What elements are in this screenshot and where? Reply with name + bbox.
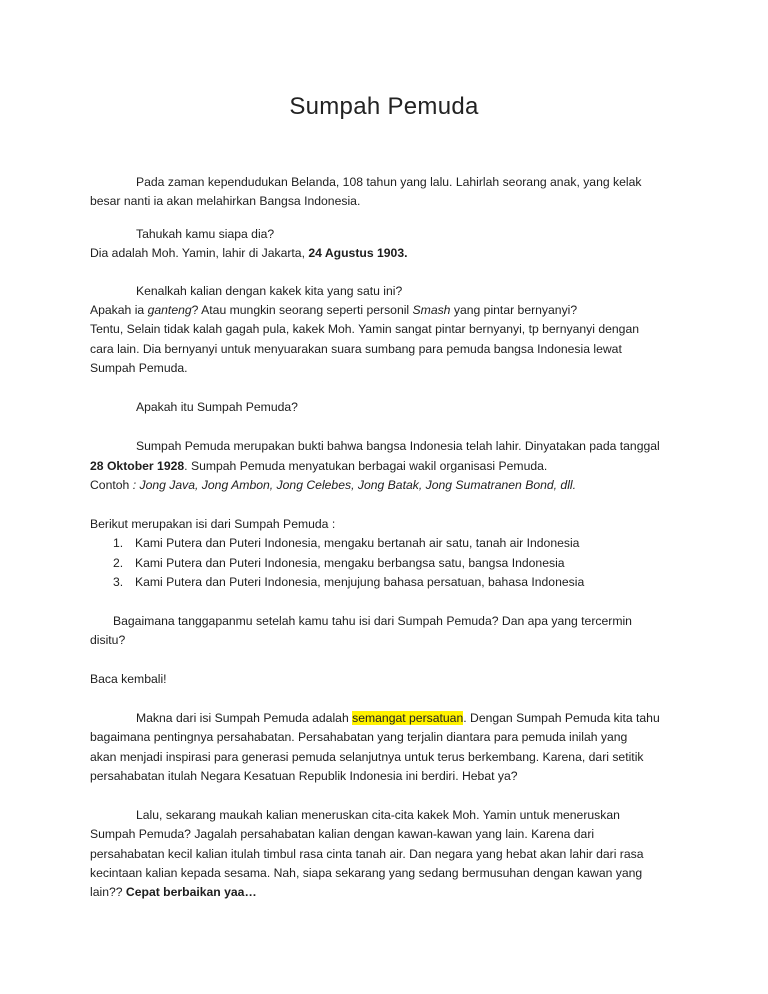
list-item [113, 555, 565, 571]
p9-l1-a: Makna dari isi Sumpah Pemuda adalah [136, 711, 353, 725]
contoh-label: Contoh [90, 478, 130, 492]
highlighted-phrase: semangat persatuan [352, 711, 464, 725]
p3-l2-e: yang pintar bernyanyi? [450, 303, 578, 317]
list-item [113, 574, 584, 590]
p5-contoh [90, 477, 576, 493]
p9-line-3: akan menjadi inspirasi para generasi pemuda selanjutnya untuk terus berkembang. Karena, dari setitik [90, 750, 644, 764]
p3-line-4: cara lain. Dia bernyanyi untuk menyuarakan suara sumbang para pemuda bangsa Indonesia lewat [90, 342, 622, 356]
p10-line-4: kecintaan kalian kepada sesama. Nah, siapa sekarang yang sedang bermusuhan dengan kawan yang [90, 866, 643, 880]
p1-line-2: besar nanti ia akan melahirkan Bangsa Indonesia. [90, 194, 361, 208]
p6-intro: Berikut merupakan isi dari Sumpah Pemuda : [90, 517, 336, 531]
p10-line-2: Sumpah Pemuda? Jagalah persahabatan kalian dengan kawan-kawan yang lain. Karena dari [90, 827, 595, 841]
p5-line-2-rest: . Sumpah Pemuda menyatukan berbagai wakil organisasi Pemuda. [184, 459, 548, 473]
list-item-number: 1. [113, 536, 124, 550]
contoh-list: : Jong Java, Jong Ambon, Jong Celebes, Jong Batak, Jong Sumatranen Bond, dll. [129, 478, 577, 492]
p9-line-2: bagaimana pentingnya persahabatan. Persahabatan yang terjalin diantara para pemuda inilah yang [90, 730, 628, 744]
p9-l1-c: . Dengan Sumpah Pemuda kita tahu [463, 711, 660, 725]
p2-answer [90, 245, 407, 261]
p4-question: Apakah itu Sumpah Pemuda? [136, 400, 298, 414]
list-item-text: Kami Putera dan Puteri Indonesia, mengaku berbangsa satu, bangsa Indonesia [135, 556, 565, 570]
p2-question: Tahukah kamu siapa dia? [136, 227, 275, 241]
p3-line-1: Kenalkah kalian dengan kakek kita yang satu ini? [136, 284, 403, 298]
p2-answer-text: Dia adalah Moh. Yamin, lahir di Jakarta, [90, 246, 309, 260]
p1-line-1: Pada zaman kependudukan Belanda, 108 tahun yang lalu. Lahirlah seorang anak, yang kelak [136, 175, 642, 189]
p9-line-1 [136, 710, 660, 726]
p3-l2-a: Apakah ia [90, 303, 148, 317]
list-item-number: 3. [113, 575, 124, 589]
p3-line-2 [90, 302, 577, 318]
p8-text: Baca kembali! [90, 672, 167, 686]
p7-line-1: Bagaimana tanggapanmu setelah kamu tahu isi dari Sumpah Pemuda? Dan apa yang tercermin [113, 614, 632, 628]
p10-l5-a: lain?? [90, 885, 126, 899]
p3-line-5: Sumpah Pemuda. [90, 361, 188, 375]
p3-l2-smash: Smash [412, 303, 451, 317]
p10-line-5 [90, 884, 257, 900]
p7-line-2: disitu? [90, 633, 126, 647]
p3-l2-c: ? Atau mungkin seorang seperti personil [191, 303, 413, 317]
p10-line-3: persahabatan kecil kalian itulah timbul rasa cinta tanah air. Dan negara yang hebat akan lahir dari rasa [90, 847, 644, 861]
closing-phrase: Cepat berbaikan yaa… [125, 885, 257, 899]
list-item-text: Kami Putera dan Puteri Indonesia, menjujung bahasa persatuan, bahasa Indonesia [135, 575, 585, 589]
p9-line-4: persahabatan itulah Negara Kesatuan Republik Indonesia ini berdiri. Hebat ya? [90, 769, 518, 783]
list-item [113, 535, 579, 551]
list-item-text: Kami Putera dan Puteri Indonesia, mengaku bertanah air satu, tanah air Indonesia [135, 536, 580, 550]
p10-line-1: Lalu, sekarang maukah kalian meneruskan cita-cita kakek Moh. Yamin untuk meneruskan [136, 808, 620, 822]
p5-line-2 [90, 458, 547, 474]
p3-l2-ganteng: ganteng [147, 303, 192, 317]
list-item-number: 2. [113, 556, 124, 570]
page-title: Sumpah Pemuda [289, 93, 479, 120]
p3-line-3: Tentu, Selain tidak kalah gagah pula, kakek Moh. Yamin sangat pintar bernyanyi, tp bernyanyi dengan [90, 322, 640, 336]
birth-date: 24 Agustus 1903. [308, 246, 408, 260]
oath-date: 28 Oktober 1928 [90, 459, 185, 473]
p5-line-1: Sumpah Pemuda merupakan bukti bahwa bangsa Indonesia telah lahir. Dinyatakan pada tanggal [136, 439, 660, 453]
